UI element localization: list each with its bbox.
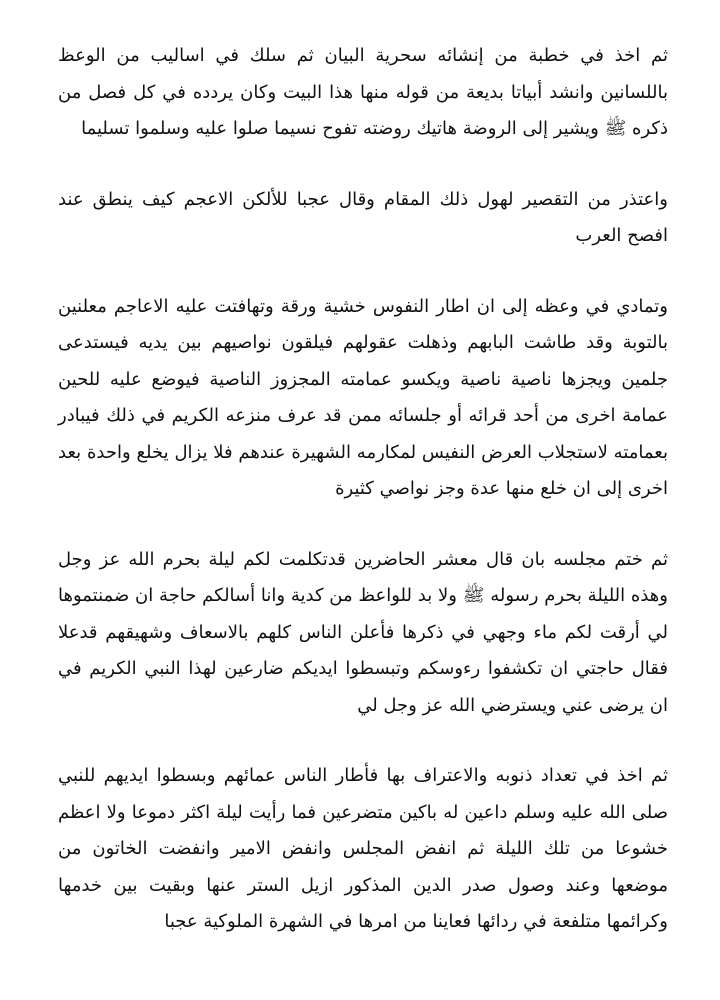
- paragraph-confession: ثم اخذ في تعداد ذنوبه والاعتراف بها فأطار الناس عمائهم وبسطوا ايديهم للنبي صلى الله عليه وسلم داعين له باكين متضرعين فما رأيت ليلة اكثر دموعا ولا اعظم خشوعا من تلك الليلة ثم انفض المجلس وانفض الامير وانفضت الخاتون من موضعها وعند وصول صدر الدين المذكور ازيل الستر عنها وبقيت بين خدمها وكرائمها متلفعة في ردائها فعاينا من امرها في الشهرة الملوكية عجبا: [58, 765, 668, 932]
- paragraph-preaching-effect: وتمادي في وعظه إلى ان اطار النفوس خشية ورقة وتهافتت عليه الاعاجم معلنين بالتوبة وقد طاشت البابهم وذهلت عقولهم فيلقون نواصيهم بين يديه فيستدعى جلمين ويجزها ناصية ناصية ويكسو عمامته المجزوز الناصية فيوضع عليه للحين عمامة اخرى من أحد قرائه أو جلسائه ممن قد عرف منزعه الكريم في ذلك فيبادر بعمامته لاستجلاب العرض النفيس لمكارمه الشهيرة عندهم فلا يزال يخلع واحدة بعد اخرى إلى ان خلع منها عدة وجز نواصي كثيرة: [58, 295, 668, 499]
- paragraph-closing-request: ثم ختم مجلسه بان قال معشر الحاضرين قدتكلمت لكم ليلة بحرم الله عز وجل وهذه الليلة بحرم رسوله ﷺ ولا بد للواعظ من كدية وانا أسالكم حاجة ان ضمنتموها لي أرقت لكم ماء وجهي في ذكرها فأعلن الناس كلهم بالاسعاف وشهيقهم قدعلا فقال حاجتي ان تكشفوا رءوسكم وتبسطوا ايديكم ضارعين لهذا النبي الكريم في ان يرضى عني ويسترضي الله عز وجل لي: [58, 548, 668, 716]
- paragraph-apology: واعتذر من التقصير لهول ذلك المقام وقال عجبا للألكن الاعجم كيف ينطق عند افصح العرب: [58, 188, 668, 246]
- paragraph-sermon-opening: ثم اخذ في خطبة من إنشائه سحرية البيان ثم سلك في اساليب من الوعظ باللسانين وانشد أبياتا بديعة من قوله منها هذا البيت وكان يردده في كل فصل من ذكره ﷺ ويشير إلى الروضة هاتيك روضته تفوح نسيما صلوا عليه وسلموا تسليما: [58, 45, 668, 139]
